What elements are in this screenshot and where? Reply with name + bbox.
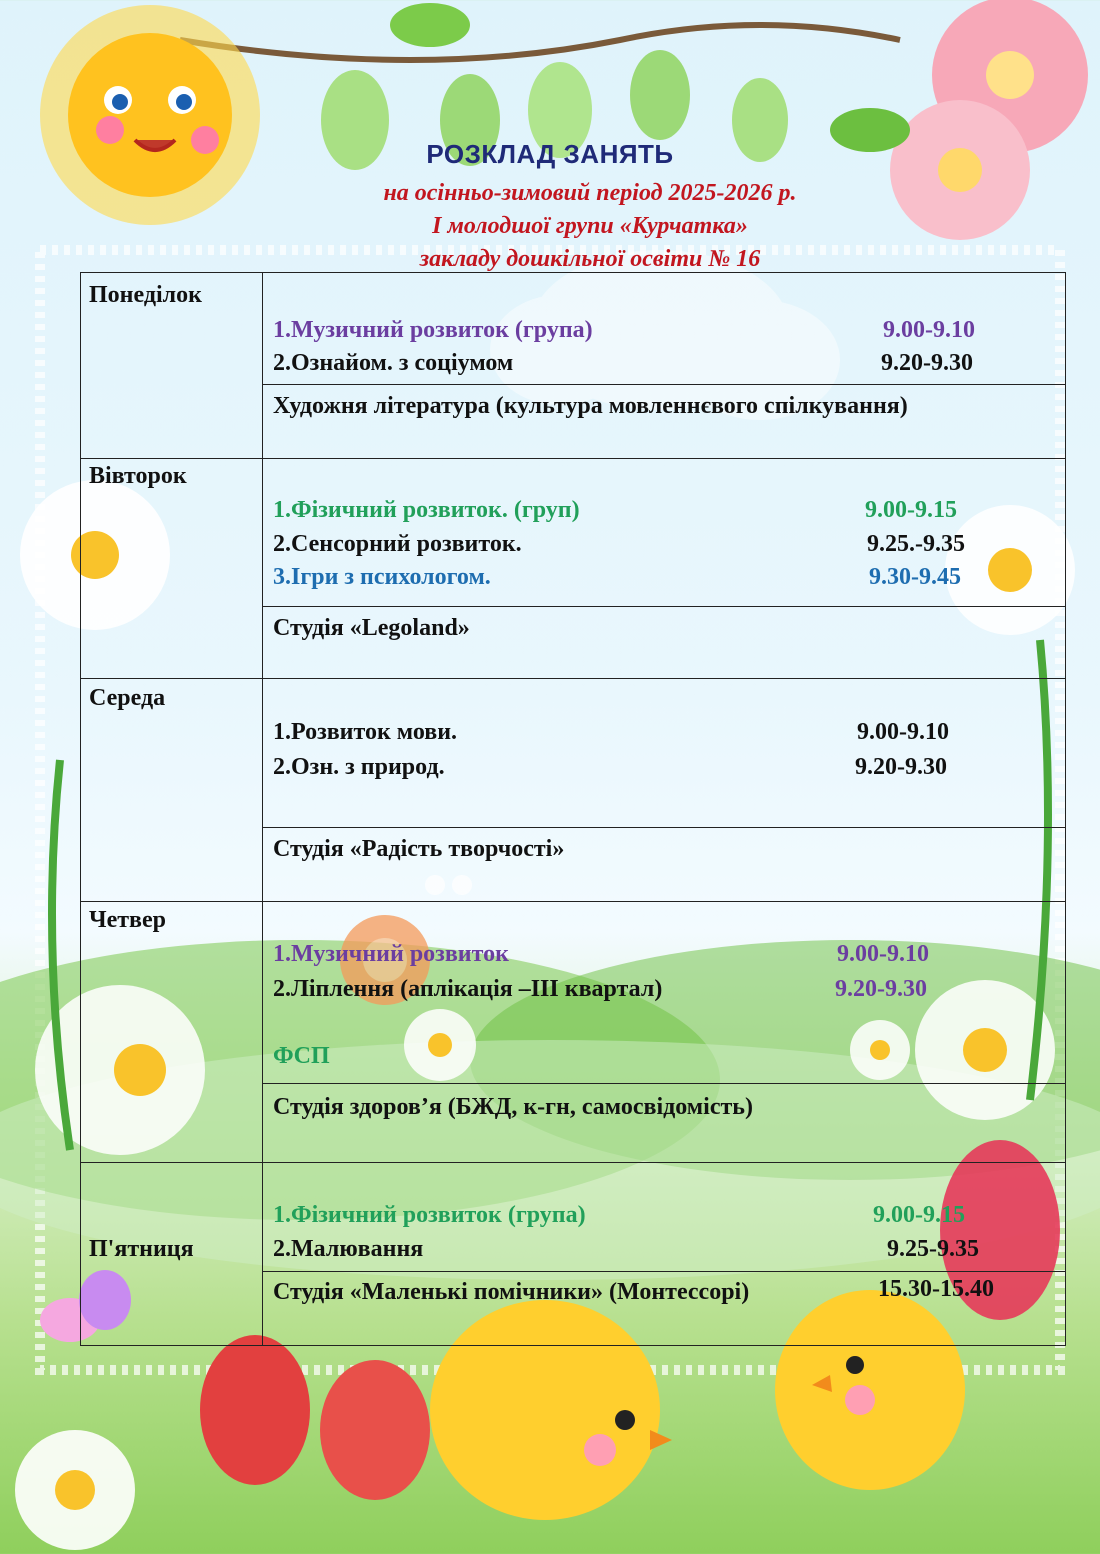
time-wednesday-2: 9.20-9.30	[855, 754, 947, 780]
subtitle-group: І молодшої групи «Курчатка»	[432, 213, 748, 239]
time-tuesday-2: 9.25.-9.35	[867, 531, 965, 557]
sub-row-divider	[262, 1083, 1065, 1084]
row-divider	[81, 1162, 1065, 1163]
day-monday: Понеділок	[89, 282, 202, 308]
studio-wednesday: Студія «Радість творчості»	[273, 836, 565, 862]
column-divider	[262, 273, 263, 1345]
subtitle-period: на осінньо-зимовий період 2025-2026 р.	[383, 180, 797, 206]
lesson-tuesday-2: 2.Сенсорний розвиток.	[273, 531, 522, 557]
time-tuesday-1: 9.00-9.15	[865, 497, 957, 523]
day-thursday: Четвер	[89, 907, 167, 933]
time-wednesday-1: 9.00-9.10	[857, 719, 949, 745]
studio-monday: Художня література (культура мовленнєвого спілкування)	[273, 393, 908, 419]
sub-row-divider	[262, 606, 1065, 607]
studio-friday: Студія «Маленькі помічники» (Монтессорі)	[273, 1279, 750, 1305]
time-monday-2: 9.20-9.30	[881, 350, 973, 376]
tulip-icon	[200, 1335, 430, 1500]
studio-tuesday: Студія «Legoland»	[273, 615, 470, 641]
sub-row-divider	[262, 384, 1065, 385]
row-divider	[81, 458, 1065, 459]
schedule-table	[80, 272, 1066, 1346]
lesson-monday-2: 2.Ознайом. з соціумом	[273, 350, 514, 376]
time-thursday-2: 9.20-9.30	[835, 976, 927, 1002]
thursday-extra-fsp: ФСП	[273, 1043, 330, 1069]
day-wednesday: Середа	[89, 685, 166, 711]
lesson-thursday-2: 2.Ліплення (аплікація –ІІІ квартал)	[273, 976, 663, 1002]
subtitle-institution: закладу дошкільної освіти № 16	[419, 246, 761, 272]
day-friday: П'ятниця	[89, 1236, 194, 1262]
sub-row-divider	[262, 1271, 1065, 1272]
sub-row-divider	[262, 827, 1065, 828]
page-title: РОЗКЛАД ЗАНЯТЬ	[426, 139, 674, 169]
row-divider	[81, 901, 1065, 902]
day-tuesday: Вівторок	[89, 463, 187, 489]
lesson-friday-1: 1.Фізичний розвиток (група)	[273, 1202, 586, 1228]
row-divider	[81, 678, 1065, 679]
lesson-tuesday-3: 3.Ігри з психологом.	[273, 564, 491, 590]
time-monday-1: 9.00-9.10	[883, 317, 975, 343]
lesson-friday-2: 2.Малювання	[273, 1236, 424, 1262]
lesson-thursday-1: 1.Музичний розвиток	[273, 941, 509, 967]
lesson-tuesday-1: 1.Фізичний розвиток. (груп)	[273, 497, 580, 523]
time-friday-2: 9.25-9.35	[887, 1236, 979, 1262]
studio-thursday: Студія здоров’я (БЖД, к-гн, самосвідомість)	[273, 1094, 753, 1120]
time-friday-1: 9.00-9.15	[873, 1202, 965, 1228]
time-tuesday-3: 9.30-9.45	[869, 564, 961, 590]
studio-friday-time: 15.30-15.40	[878, 1276, 994, 1302]
lesson-wednesday-1: 1.Розвиток мови.	[273, 719, 458, 745]
lesson-wednesday-2: 2.Озн. з природ.	[273, 754, 445, 780]
lesson-monday-1: 1.Музичний розвиток (група)	[273, 317, 593, 343]
time-thursday-1: 9.00-9.10	[837, 941, 929, 967]
